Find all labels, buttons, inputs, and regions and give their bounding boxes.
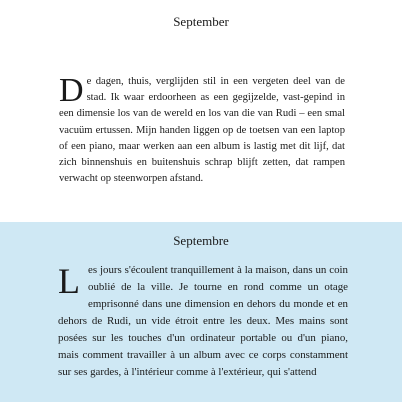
dutch-dropcap: D xyxy=(59,72,84,109)
dutch-paragraph-text: e dagen, thuis, verglijden stil in een vergeten deel van de stad. Ik waar erdoorheen as een gegijzelde, vast-gepind in een dimensie los van de wereld en los van die van Rudi – een smal vacuüm ertussen. Mijn handen liggen op de toetsen van een laptop of een piano, maar werken aan een album is lastig met dit lijf, dat zich binnenshuis en buitenshuis schrap blijft zetten, dat rampen verwacht op steenworpen afstand. xyxy=(59,76,345,185)
french-heading: Septembre xyxy=(173,233,229,248)
french-panel xyxy=(0,222,402,402)
french-dropcap: L xyxy=(58,261,80,301)
french-paragraph-text: es jours s'écoulent tranquillement à la maison, dans un coin oublié de la ville. Je tourne en rond comme un otage emprisonné dans une dimension en dehors du monde et en dehors de Rudi, un vide étroit entre les deux. Mes mains sont posées sur les touches d'un ordinateur portable ou d'un piano, mais comment travailler à un album avec ce corps constamment sur ses gardes, à l'intérieur comme à l'extérieur, qui s'attend xyxy=(58,264,348,378)
dutch-paragraph xyxy=(59,74,345,187)
dutch-heading: September xyxy=(173,14,229,29)
french-paragraph xyxy=(58,262,348,381)
